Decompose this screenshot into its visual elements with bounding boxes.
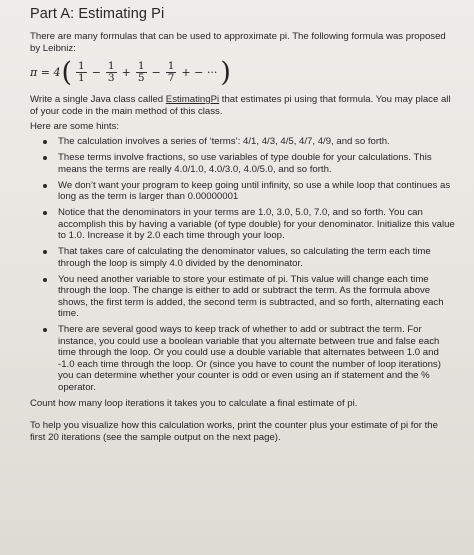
- task-text-before: Write a single Java class called: [30, 94, 166, 105]
- formula-operator: + − ···: [181, 66, 218, 79]
- list-item: [58, 136, 456, 148]
- fraction-numerator: 1: [137, 60, 145, 72]
- count-paragraph: Count how many loop iterations it takes you to calculate a final estimate of pi.: [30, 397, 358, 409]
- formula-close-paren: ): [220, 57, 231, 88]
- formula-fraction: [166, 61, 177, 84]
- class-name: EstimatingPi: [165, 94, 220, 105]
- fraction-denominator: 5: [137, 72, 145, 84]
- visualize-paragraph: To help you visualize how this calculation works, print the counter plus your estimate of pi for the first 20 iterations (see the sample output on the next page).: [30, 419, 438, 443]
- list-item: [58, 180, 456, 203]
- bullet-icon: [43, 211, 47, 215]
- hint-text: That takes care of calculating the denominator values, so calculating the term each time through the loop is simply 4.0 divided by the denominator.: [58, 246, 431, 269]
- formula-operator: +: [121, 66, 131, 79]
- fraction-denominator: 1: [78, 72, 85, 84]
- formula-lhs: π = 4: [30, 66, 61, 79]
- bullet-icon: [43, 140, 47, 144]
- hint-text: There are several good ways to keep track of whether to add or subtract the term. For instance, you could use a boolean variable that you alternate between true and false each time through the loop. Or you could use a double variable that alternates between 1.0 and -1.0 each time through the loop. Or (since you have to count the number of loop iterations) you can determine whether your counter is odd or even using an if statement and the % operator.: [58, 324, 441, 393]
- bullet-icon: [43, 156, 47, 160]
- bullet-icon: [43, 278, 47, 282]
- list-item: [58, 152, 456, 175]
- hint-text: We don’t want your program to keep going until infinity, so use a while loop that continues as long as the term is larger than 0.00000001: [58, 179, 451, 202]
- page-title: Part A: Estimating Pi: [30, 6, 165, 22]
- list-item: [58, 207, 456, 242]
- bullet-icon: [43, 184, 47, 188]
- fraction-denominator: 3: [107, 72, 115, 84]
- list-item: [58, 324, 456, 393]
- bullet-icon: [43, 250, 47, 254]
- fraction-numerator: 1: [167, 60, 175, 72]
- list-item: [58, 274, 456, 320]
- bullet-icon: [43, 328, 47, 332]
- fraction-numerator: 1: [107, 60, 115, 72]
- formula-operator: −: [151, 66, 161, 79]
- intro-paragraph: There are many formulas that can be used to approximate pi. The following formula was proposed by Leibniz:: [30, 31, 446, 54]
- task-paragraph: [30, 94, 456, 118]
- formula-fraction: [76, 61, 87, 84]
- leibniz-formula: [30, 59, 456, 86]
- task-text-after: that estimates pi using that formula. You may place all of your code in the main method of this class.: [30, 94, 451, 117]
- hints-list: [30, 136, 456, 393]
- fraction-numerator: 1: [78, 60, 85, 72]
- formula-operator: −: [91, 66, 101, 79]
- hints-heading: Here are some hints:: [30, 121, 120, 132]
- fraction-denominator: 7: [167, 72, 175, 84]
- hint-text: Notice that the denominators in your terms are 1.0, 3.0, 5.0, 7.0, and so forth. You can accomplish this by having a variable (of type double) for your denominator. Initialize this value to 1.0. Increase it by 2.0 each time through your loop.: [58, 207, 455, 241]
- list-item: [58, 246, 456, 269]
- formula-fraction: [136, 61, 147, 84]
- hint-text: The calculation involves a series of ‘terms’: 4/1, 4/3, 4/5, 4/7, 4/9, and so forth.: [58, 136, 390, 147]
- formula-fraction: [106, 61, 117, 84]
- hint-text: These terms involve fractions, so use variables of type double for your calculations. This means the terms are really 4.0/1.0, 4.0/3.0, 4.0/5.0, and so forth.: [58, 152, 432, 175]
- formula-open-paren: (: [61, 57, 72, 88]
- hint-text: You need another variable to store your estimate of pi. This value will change each time through the loop. The change is either to add or subtract the term. As the formula above shows, the first term is added, the second term is subtracted, and so forth, alternating each time.: [58, 273, 444, 319]
